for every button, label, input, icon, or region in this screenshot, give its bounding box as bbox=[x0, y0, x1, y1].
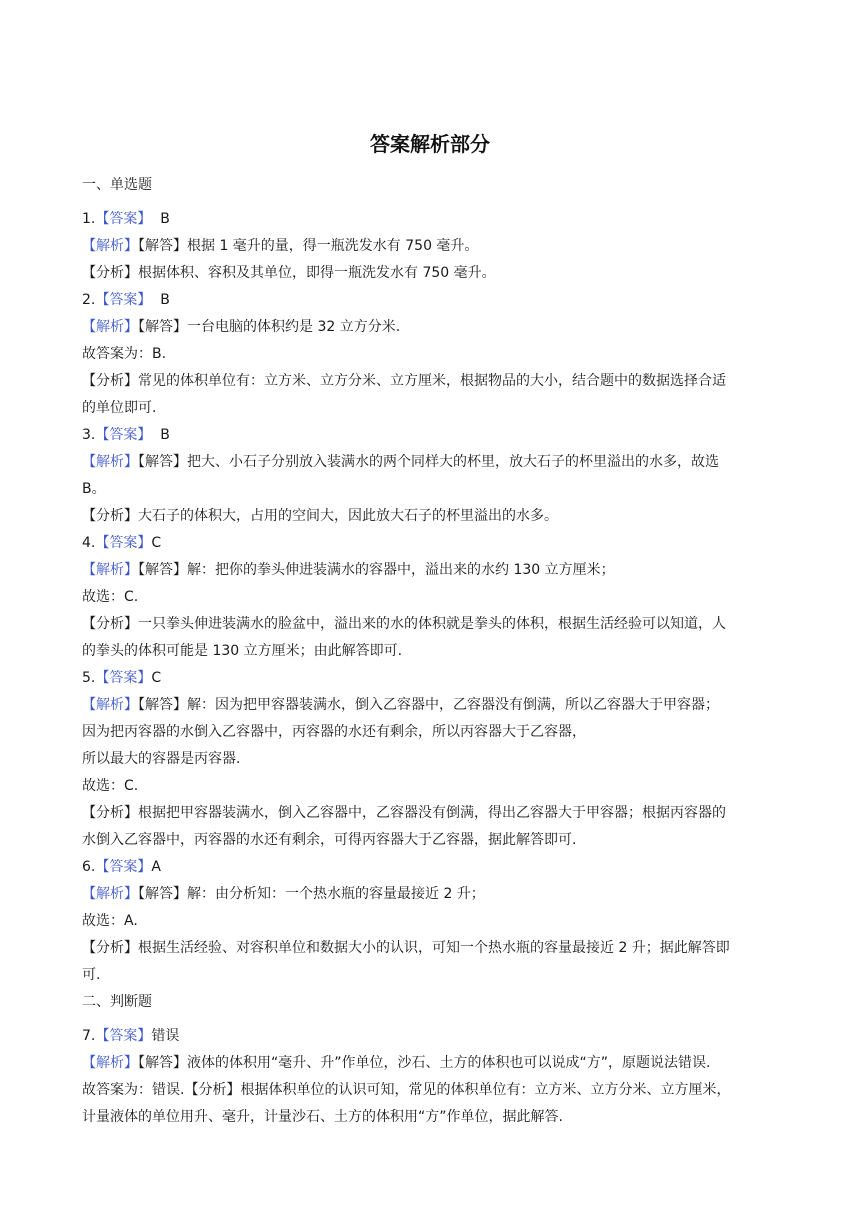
q3-jiexi-1: 【解答】把大、小石子分别放入装满水的两个同样大的杯里，放大石子的杯里溢出的水多，故选 bbox=[138, 454, 719, 470]
q4-answer-tag: 【答案】 bbox=[95, 535, 152, 551]
q3-answer-line bbox=[82, 422, 782, 449]
q5-fenxi-line2: 水倒入乙容器中，丙容器的水还有剩余，可得丙容器大于乙容器，据此解答即可. bbox=[82, 832, 577, 848]
q7-answer: 错误 bbox=[151, 1028, 180, 1044]
section-heading-true-false: 二、判断题 bbox=[82, 994, 152, 1010]
q3-jiexi-line2: B。 bbox=[82, 481, 106, 497]
q4-fenxi-1: 一只拳头伸进装满水的脸盆中，溢出来的水的体积就是拳头的体积，根据生活经验可以知道，人 bbox=[138, 616, 726, 632]
q3-fenxi-tag: 【分析】 bbox=[82, 508, 138, 524]
q4-fenxi-line1 bbox=[82, 611, 782, 638]
q6-extra-line: 故选：A. bbox=[82, 913, 138, 929]
q2-answer-tag: 【答案】 bbox=[95, 292, 152, 308]
q3-jiexi-tag: 【解析】 bbox=[82, 454, 138, 470]
q2-jiexi: 【解答】一台电脑的体积约是 32 立方分米. bbox=[138, 319, 401, 335]
q5-fenxi-tag: 【分析】 bbox=[82, 805, 138, 821]
q6-fenxi-line1 bbox=[82, 935, 782, 962]
q6-number: 6. bbox=[82, 859, 96, 875]
section-heading-single-choice: 一、单选题 bbox=[82, 177, 152, 193]
q7-answer-tag: 【答案】 bbox=[95, 1028, 152, 1044]
q7-jiexi-line bbox=[82, 1050, 782, 1077]
q7-extra: 故答案为：错误. bbox=[82, 1082, 185, 1098]
q4-answer: C bbox=[151, 535, 162, 551]
q2-number: 2. bbox=[82, 292, 96, 308]
q4-answer-line bbox=[82, 530, 782, 557]
q5-fenxi-1: 根据把甲容器装满水，倒入乙容器中，乙容器没有倒满，得出乙容器大于甲容器；根据丙容器的 bbox=[138, 805, 726, 821]
q4-fenxi-tag: 【分析】 bbox=[82, 616, 138, 632]
q1-answer: B bbox=[160, 211, 170, 227]
q1-answer-line bbox=[82, 206, 782, 233]
q3-jiexi-line1 bbox=[82, 449, 782, 476]
q1-jiexi-line bbox=[82, 233, 782, 260]
q2-answer: B bbox=[160, 292, 170, 308]
q1-answer-tag: 【答案】 bbox=[95, 211, 152, 227]
q5-answer-tag: 【答案】 bbox=[95, 670, 152, 686]
q5-jiexi-tag: 【解析】 bbox=[82, 697, 138, 713]
q2-fenxi-line2: 的单位即可. bbox=[82, 400, 157, 416]
q4-jiexi: 【解答】解：把你的拳头伸进装满水的容器中，溢出来的水约 130 立方厘米； bbox=[138, 562, 615, 578]
q7-fenxi-line2: 计量液体的单位用升、毫升，计量沙石、土方的体积用“方”作单位，据此解答. bbox=[82, 1109, 563, 1125]
q4-extra-line: 故选：C. bbox=[82, 589, 139, 605]
q6-answer-line bbox=[82, 854, 782, 881]
q3-answer: B bbox=[160, 427, 170, 443]
q5-jiexi-line1 bbox=[82, 692, 782, 719]
q7-fenxi-tag: 【分析】 bbox=[184, 1082, 241, 1098]
q6-jiexi-tag: 【解析】 bbox=[82, 886, 138, 902]
page-title: 答案解析部分 bbox=[370, 132, 490, 156]
q2-extra-line: 故答案为：B. bbox=[82, 346, 167, 362]
q3-answer-tag: 【答案】 bbox=[95, 427, 152, 443]
q7-answer-line bbox=[82, 1023, 782, 1050]
q6-answer: A bbox=[151, 859, 161, 875]
q1-fenxi-line bbox=[82, 260, 782, 287]
q5-answer-line bbox=[82, 665, 782, 692]
q7-fenxi-1: 根据体积单位的认识可知，常见的体积单位有：立方米、立方分米、立方厘米， bbox=[240, 1082, 731, 1098]
q1-number: 1. bbox=[82, 211, 96, 227]
q6-fenxi-tag: 【分析】 bbox=[82, 940, 138, 956]
q5-fenxi-line1 bbox=[82, 800, 782, 827]
q5-jiexi-line2: 因为把丙容器的水倒入乙容器中，丙容器的水还有剩余，所以丙容器大于乙容器， bbox=[82, 724, 586, 740]
q1-fenxi: 根据体积、容积及其单位，即得一瓶洗发水有 750 毫升。 bbox=[138, 265, 496, 281]
q2-jiexi-line bbox=[82, 314, 782, 341]
document-body bbox=[82, 172, 782, 1131]
q7-jiexi-tag: 【解析】 bbox=[82, 1055, 138, 1071]
q4-jiexi-line bbox=[82, 557, 782, 584]
q2-jiexi-tag: 【解析】 bbox=[82, 319, 138, 335]
q6-fenxi-1: 根据生活经验、对容积单位和数据大小的认识，可知一个热水瓶的容量最接近 2 升；据此解答即 bbox=[138, 940, 730, 956]
q6-fenxi-line2: 可. bbox=[82, 967, 101, 983]
q2-fenxi-tag: 【分析】 bbox=[82, 373, 138, 389]
q2-fenxi-1: 常见的体积单位有：立方米、立方分米、立方厘米，根据物品的大小，结合题中的数据选择合适 bbox=[138, 373, 726, 389]
q1-jiexi: 【解答】根据 1 毫升的量，得一瓶洗发水有 750 毫升。 bbox=[138, 238, 479, 254]
q3-fenxi: 大石子的体积大，占用的空间大，因此放大石子的杯里溢出的水多。 bbox=[138, 508, 558, 524]
q5-number: 5. bbox=[82, 670, 96, 686]
q5-answer: C bbox=[151, 670, 162, 686]
q2-fenxi-line1 bbox=[82, 368, 782, 395]
q3-fenxi-line bbox=[82, 503, 782, 530]
q7-fenxi-line1 bbox=[82, 1077, 782, 1104]
q1-jiexi-tag: 【解析】 bbox=[82, 238, 138, 254]
q6-jiexi: 【解答】解：由分析知：一个热水瓶的容量最接近 2 升； bbox=[138, 886, 485, 902]
q7-number: 7. bbox=[82, 1028, 96, 1044]
q6-jiexi-line bbox=[82, 881, 782, 908]
q4-fenxi-line2: 的拳头的体积可能是 130 立方厘米；由此解答即可. bbox=[82, 643, 403, 659]
q1-fenxi-tag: 【分析】 bbox=[82, 265, 138, 281]
q5-extra-line: 故选：C. bbox=[82, 778, 139, 794]
q6-answer-tag: 【答案】 bbox=[95, 859, 152, 875]
q5-jiexi-1: 【解答】解：因为把甲容器装满水，倒入乙容器中，乙容器没有倒满，所以乙容器大于甲容器； bbox=[138, 697, 719, 713]
q4-jiexi-tag: 【解析】 bbox=[82, 562, 138, 578]
q7-jiexi: 【解答】液体的体积用“毫升、升”作单位，沙石、土方的体积也可以说成“方”，原题说法错误. bbox=[138, 1055, 711, 1071]
q5-jiexi-line3: 所以最大的容器是丙容器. bbox=[82, 751, 241, 767]
q4-number: 4. bbox=[82, 535, 96, 551]
q2-answer-line bbox=[82, 287, 782, 314]
q3-number: 3. bbox=[82, 427, 96, 443]
